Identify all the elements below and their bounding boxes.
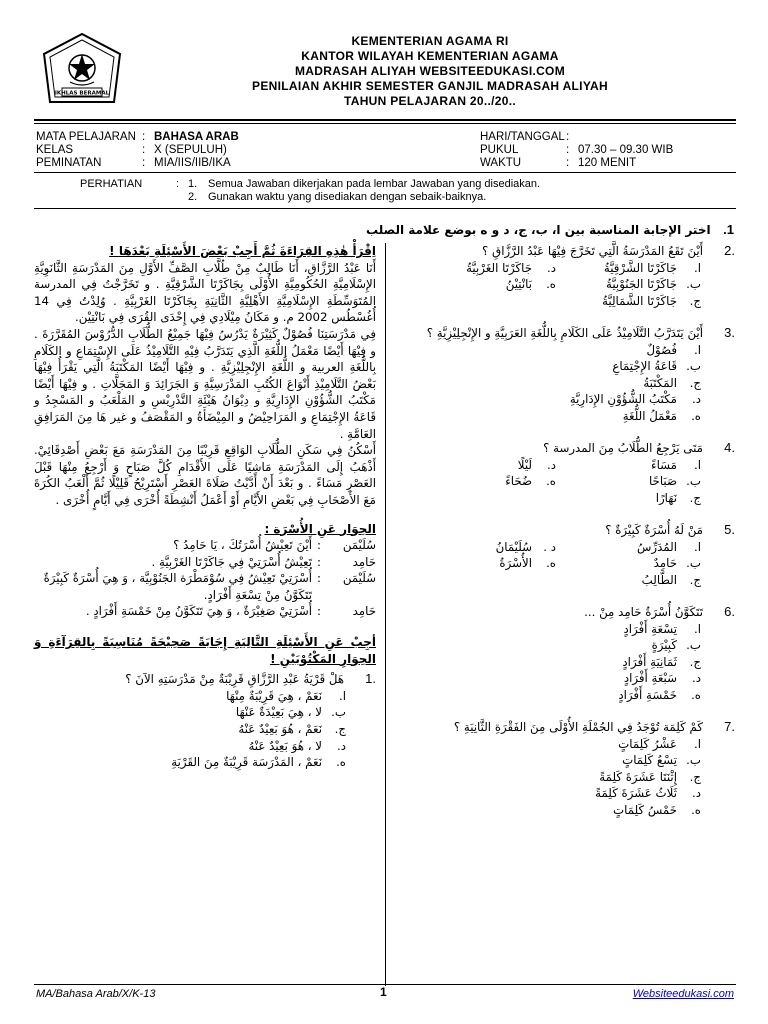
option-text: جَاكَرْتَا الشَّرْقِيَّةُ <box>603 260 677 275</box>
instruction-number: 1. <box>723 222 734 237</box>
option-letter: ا. <box>693 342 701 357</box>
info-label: PUKUL <box>480 144 519 156</box>
option-row <box>395 490 735 507</box>
option-letter: د. <box>691 392 701 406</box>
option-letter: د. <box>546 457 556 472</box>
option[interactable] <box>556 490 701 507</box>
option-row <box>395 276 735 293</box>
option[interactable] <box>411 539 556 556</box>
option[interactable] <box>395 736 735 753</box>
option-text: لَيْلًا <box>517 457 532 472</box>
perhatian-label: PERHATIAN <box>80 178 143 190</box>
dialog-title: الحِوَار عَنِ الأُسْرَة : <box>264 521 376 536</box>
page-number: 1 <box>380 985 387 999</box>
option-text: خَمْسَةِ أَفْرَادٍ <box>618 687 677 702</box>
dialog-speaker: حَامِد <box>352 554 376 569</box>
perhatian-num: 1. <box>188 178 198 190</box>
option-row <box>395 293 735 310</box>
info-value: BAHASA ARAB <box>154 131 239 143</box>
option-text: المَكْتَبَةُ <box>643 375 677 390</box>
option-text: سَبْعَةِ أَفْرَادٍ <box>623 671 677 685</box>
question-number: 4. <box>724 440 735 455</box>
option-letter: ا. <box>693 621 701 636</box>
info-label: MATA PELAJARAN <box>36 131 136 143</box>
option[interactable] <box>395 802 735 819</box>
option-letter: د. <box>546 260 556 275</box>
answer-letter: ب. <box>331 705 346 720</box>
question-3 <box>395 325 735 342</box>
reading-paragraph-1: أَنَا عَبْدُ الرَّزَّاقِ، أَنَا طَالِبٌ مِنْ طُلَّابِ الصَّفِّ الأَوَّلِ مِنَ المَدْرَسَةِ الثَّانَوِيَّةِ الإِسْلَامِيَّةِ الحُكُومِيَّةِ الأُوْلَى بِجَاكَرْتَا الشَّرْقِيَّةِ . و تَخَرَّجْتُ فِي المدرسة المُتَوَسِّطَةِ الإِسْلَامِيَّةِ الأَهْلِيَّةِ الثَّانِيَةِ بِجَاكَرْتَا الغَرْبِيَّةِ . وُلِدْتُ فِي 14 أُغُسْطُس 2002 م. و مَكَانُ مِيْلَادِي فِي إِحْدَى القُرَى فِي بَانْتِيْن. <box>34 260 376 325</box>
letterhead <box>150 34 710 109</box>
info-value: 120 MENIT <box>578 157 637 169</box>
question-number: 3. <box>724 325 735 340</box>
option-letter: ب. <box>686 556 701 570</box>
answer-text: نَعَمْ ، المَدْرَسَة قَرِيْبَةٌ مِنَ القَرْيَةِ <box>171 755 322 770</box>
question-text: مَتَى يَرْجِعُ الطُّلَابُ مِنَ المدرسة ؟ <box>543 441 703 455</box>
option-text: عَشْرُ كَلِمَاتٍ <box>618 736 677 751</box>
option-row <box>395 555 735 572</box>
option-text: قَاعَةُ الإِجْتِمَاعِ <box>612 359 677 373</box>
info-row-subject: MATA PELAJARAN : BAHASA ARAB <box>36 131 239 143</box>
answer-letter: د. <box>336 738 346 753</box>
footer-course-code: MA/Bahasa Arab/X/K-13 <box>36 988 156 1000</box>
option-text: مَعْمَلُ اللُّغَةِ <box>622 408 677 423</box>
option-letter: ا. <box>693 539 701 554</box>
part2-title: أجِبْ عَنِ الأَسْئِلَةِ التَّالِيَةِ إِجَابَةً صَحِيْحَةً مُنَاسِبَةً بِالقِرَآءَةِ وَ الحِوَارِ المَكْتُوْبَيْنِ ! <box>34 635 376 666</box>
question-number: 2. <box>724 243 735 258</box>
logo-text: IKHLAS BERAMAL <box>54 90 110 97</box>
option[interactable] <box>395 342 735 359</box>
option[interactable] <box>411 555 556 572</box>
dialog-speaker: سُلَيْمَن <box>342 571 376 586</box>
question-2 <box>395 243 735 260</box>
option-text: تِسْعُ كَلِمَاتٍ <box>622 753 677 767</box>
option-letter: ه. <box>691 408 701 423</box>
info-label: HARI/TANGGAL <box>480 131 565 143</box>
letterhead-line-1: KEMENTERIAN AGAMA RI <box>351 34 509 48</box>
option-letter: ب. <box>686 638 701 652</box>
letterhead-line-5: TAHUN PELAJARAN 20../20.. <box>344 94 516 108</box>
option-text: مَسَاءً <box>651 457 677 472</box>
option-text: المُدَرِّسُ <box>637 539 677 554</box>
option-letter: ب. <box>686 277 701 291</box>
answer-option[interactable] <box>34 738 376 755</box>
dialog-line: سُلَيْمَن : أُسْرَتِيْ تَعِيْشُ فِي سُوْمَطْرَة الجَنُوْبِيَّة ، وَ هِيَ أُسْرَةٌ كَبِيْرَةٌ تَتَكَوَّنُ مِنْ تِسْعَةِ أَفْرَادٍ. <box>34 570 376 603</box>
info-row-duration: WAKTU : 120 MENIT <box>480 157 637 169</box>
answer-option[interactable] <box>34 704 376 721</box>
option-text: حَامِدٌ <box>653 556 677 570</box>
option-row <box>395 457 735 474</box>
question-text: كَمْ كَلِمَة تُوْجَدُ فِي الجُمْلَةِ الأُوْلَى مِنَ الفَقْرَةِ الثَّانِيَةِ ؟ <box>453 720 703 734</box>
option-row <box>395 260 735 277</box>
info-value: X (SEPULUH) <box>154 144 227 156</box>
dialog-line: حَامِد : تَعِيْشُ أُسْرَتِيْ فِي جَاكَرْتَا الغَرْبِيَّةِ . <box>34 554 376 571</box>
question-number: 7. <box>724 719 735 734</box>
option[interactable] <box>395 654 735 671</box>
header-rule-thin <box>34 123 736 124</box>
option-text: الطَّالِبُ <box>641 572 677 587</box>
perhatian-num: 2. <box>188 191 198 203</box>
letterhead-line-3: MADRASAH ALIYAH WEBSITEEDUKASI.COM <box>295 64 565 78</box>
answer-text: لا ، هِيَ بَعِيْدَةٌ عَنْهَا <box>235 705 322 720</box>
option[interactable] <box>395 375 735 392</box>
info-row-major: PEMINATAN : MIA/IIS/IIB/IKA <box>36 157 231 169</box>
kemenag-logo <box>40 32 124 112</box>
option[interactable] <box>411 457 556 474</box>
dialog-text: أُسْرَتِيْ تَعِيْشُ فِي سُوْمَطْرَة الجَنُوْبِيَّة ، وَ هِيَ أُسْرَةٌ كَبِيْرَةٌ تَتَكَوَّنُ مِنْ تِسْعَةِ أَفْرَادٍ. <box>43 571 312 602</box>
option-letter: د. <box>691 786 701 800</box>
option[interactable] <box>556 473 701 490</box>
question-text: تَتَكَوَّنُ أُسْرَةُ حَامِد مِنْ ... <box>584 605 703 619</box>
option[interactable] <box>395 687 735 704</box>
answer-option[interactable] <box>34 721 376 738</box>
reading-column <box>34 243 376 771</box>
option[interactable] <box>395 769 735 786</box>
option-letter: ه. <box>546 474 556 488</box>
option-letter: ج. <box>689 654 701 669</box>
column-divider <box>385 243 386 986</box>
dialog-text: أُسْرَتِيْ صَغِيْرَةٌ ، وَ هِيَ تَتَكَوَّنُ مِنْ خَمْسَةِ أَفْرَادٍ . <box>85 604 312 619</box>
question-text: أَيْنَ يَتَدَرَّبُ التَّلَامِيْذُ عَلَى الكَلَامِ بِاللُّغَةِ العَرَبِيَّةِ و الإِنْجِلِيْزِيَّةِ ؟ <box>426 326 703 340</box>
info-label: WAKTU <box>480 157 522 169</box>
dialog-line: حَامِد : أُسْرَتِيْ صَغِيْرَةٌ ، وَ هِيَ تَتَكَوَّنُ مِنْ خَمْسَةِ أَفْرَادٍ . <box>34 603 376 620</box>
info-rule <box>34 172 736 173</box>
option-text: ثَلَاثُ عَشَرَةَ كَلِمَةً <box>595 786 677 800</box>
option-letter: ج. <box>689 769 701 784</box>
option-letter: ب. <box>686 753 701 767</box>
question-number: 5. <box>724 522 735 537</box>
option-letter: ه. <box>546 556 556 570</box>
option[interactable] <box>556 293 701 310</box>
option[interactable] <box>556 260 701 277</box>
reading-title: اِقْرَأْ هٰذِهِ القِرَاءَةَ ثُمَّ أَجِبْ بَعْضَ الأَسْئِلَةِ بَعْدَهَا ! <box>109 244 376 258</box>
question-number: 1. <box>365 671 376 687</box>
perhatian-item-1: Semua Jawaban dikerjakan pada lembar Jawaban yang disediakan. <box>208 178 541 190</box>
info-value: 07.30 – 09.30 WIB <box>578 144 674 156</box>
answer-letter: ه. <box>336 755 346 770</box>
option[interactable] <box>556 555 701 572</box>
option[interactable] <box>556 276 701 293</box>
perhatian-item-2: Gunakan waktu yang disediakan dengan sebaik-baiknya. <box>208 191 487 203</box>
question-text: مَنْ لَهُ أُسْرَةٌ كَبِيْرَةٌ ؟ <box>605 523 703 537</box>
option-letter: ج. <box>689 490 701 505</box>
answer-option[interactable] <box>34 688 376 705</box>
question-6 <box>395 604 735 621</box>
option-row <box>395 572 735 589</box>
option[interactable] <box>411 260 556 277</box>
option-text: فُصُوْلٌ <box>646 342 677 357</box>
option-letter: ب. <box>686 359 701 373</box>
option-letter: د . <box>543 539 556 554</box>
question-4 <box>395 440 735 457</box>
option[interactable] <box>411 276 556 293</box>
option-text: كَبِيْرَةٍ <box>651 638 677 652</box>
answer-option[interactable] <box>34 754 376 771</box>
option-letter: ا. <box>693 736 701 751</box>
option-letter: ا. <box>693 260 701 275</box>
dialog-speaker: سُلَيْمَن <box>342 538 376 553</box>
option-text: الأُسْرَةُ <box>499 556 532 570</box>
option-letter: ج. <box>689 375 701 390</box>
option[interactable] <box>395 637 735 654</box>
option[interactable] <box>395 358 735 375</box>
option-text: ثَمَانِيَةِ أَفْرَادٍ <box>622 654 677 669</box>
answer-text: نَعَمْ ، هُوَ بَعِيْدٌ عَنْهُ <box>238 722 322 737</box>
answer-letter: ا. <box>338 688 346 703</box>
info-row-date: HARI/TANGGAL : <box>480 131 570 143</box>
instruction-text: اختر الإجابة المناسبة بين ا، ب، ج، د و ه بوضع علامة الصلب <box>366 223 711 237</box>
option-text: نَهَارًا <box>655 490 677 505</box>
option-letter: ب. <box>686 474 701 488</box>
option-text: جَاكَرْتَا الجَنُوْبِيَّةُ <box>606 277 677 291</box>
option-letter: د. <box>691 671 701 685</box>
option-text: ضُحَاءً <box>505 474 532 488</box>
question-5 <box>395 522 735 539</box>
option[interactable] <box>556 457 701 474</box>
info-label: PEMINATAN <box>36 157 102 169</box>
answer-text: لا ، هُوَ بَعِيْدٌ عَنْهُ <box>248 738 322 753</box>
option-text: جَاكَرْتَا الشَّمَالِيَّةُ <box>602 293 677 308</box>
option[interactable] <box>556 539 701 556</box>
perhatian-block: PERHATIAN : 1. Semua Jawaban dikerjakan pada lembar Jawaban yang disediakan. 2. Gunakan waktu yang disediakan dengan sebaik-baiknya. <box>80 178 541 203</box>
option[interactable] <box>395 785 735 802</box>
dialog-speaker: حَامِد <box>352 604 376 619</box>
option-letter: ه. <box>691 802 701 817</box>
header-rule-thick <box>34 119 736 121</box>
option-text: تِسْعَةِ أَفْرَادٍ <box>623 621 677 636</box>
dialog-line: سُلَيْمَن : أَيْنَ تَعِيْشُ أُسْرَتُكَ ، يَا حَامِدُ ؟ <box>34 537 376 554</box>
exam-info-left <box>36 131 239 170</box>
question-7 <box>395 719 735 736</box>
option-text: إِثْنَتَا عَشَرَةَ كَلِمَةً <box>599 769 677 784</box>
reading-paragraph-2: فِي مَدْرَسَتِنَا فُصُوْلٌ كَثِيْرَةٌ يَدْرُسُ فِيْهَا جَمِيْعُ الطُّلَابِ الدُّرُوْسَ المُقَرَّرَةَ . و فِيْهَا أَيْضًا مَعْمَلُ اللُّغَةِ الَّذِي يَتَدَرَّبُ فِيْهِ التَّلَامِيْذُ عَلَى الإِسْتِمَاعِ و الكَلَامِ بِاللُّغَةِ العربية و اللُّغَةِ الإِنْجِلِيْزِيَّةِ . و فِيْهَا أَيْضًا المَكْتَبَةُ الَّتِي يَقْرَأُ فِيْهَا بَعْضُ التَّلَامِيْذِ أَنْوَاعَ الكُتُبِ المَدْرَسِيَّةِ وَ الجَرَائِدَ وَ المَجَلَّاتِ . و فِيْهَا أَيْضًا مَكْتَبُ الشُّؤُوْنِ الإِدَارِيَّةِ و دِيْوَانُ هَيْئَةِ التَّدْرِيْسِ و المَلْعَبُ و المَسْجِدُ و قَاعَةُ الإِجْتِمَاعِ و المَرَاحِيْضُ و المِيْضَأَةُ و المَقْصَفُ و غير هَا مِنَ المَرَافِقِ العَامَّةِ . <box>34 326 376 441</box>
exam-info-right <box>480 131 673 170</box>
option-text: بَانْتِيْنُ <box>505 277 532 291</box>
dialog-text: أَيْنَ تَعِيْشُ أُسْرَتُكَ ، يَا حَامِدُ ؟ <box>173 538 312 553</box>
option[interactable] <box>395 391 735 408</box>
footer-website-link[interactable]: Websiteedukasi.com <box>632 988 734 1000</box>
option[interactable] <box>395 752 735 769</box>
dialog-text: تَعِيْشُ أُسْرَتِيْ فِي جَاكَرْتَا الغَرْبِيَّةِ . <box>151 554 312 569</box>
option[interactable] <box>395 670 735 687</box>
option-text: خَمْسُ كَلِمَاتٍ <box>613 802 677 817</box>
option[interactable] <box>395 408 735 425</box>
option-letter: ه. <box>546 277 556 291</box>
option-row <box>395 473 735 490</box>
option-letter: ه. <box>691 687 701 702</box>
answer-letter: ج. <box>334 722 346 737</box>
info-value: MIA/IIS/IIB/IKA <box>154 157 231 169</box>
letterhead-line-2: KANTOR WILAYAH KEMENTERIAN AGAMA <box>301 49 559 63</box>
section-instruction <box>300 222 734 237</box>
question-number: 6. <box>724 604 735 619</box>
question-text: هَلْ قَرْيَةُ عَبْدِ الرَّزَّاقِ قَرِيْبَةٌ مِنْ مَدْرَسَتِهِ الآنَ ؟ <box>125 672 344 687</box>
option-text: سُلَيْمَانُ <box>495 539 532 554</box>
option-text: صَبَاحًا <box>648 474 677 488</box>
info-row-time: PUKUL : 07.30 – 09.30 WIB <box>480 144 674 156</box>
info-label: KELAS <box>36 144 74 156</box>
questions-column <box>395 243 735 818</box>
question-text: أَيْنَ تَقَعُ المَدْرَسَةُ الَّتِي تَخَرَّجَ فِيْهَا عَبْدُ الرَّزَّاقِ ؟ <box>482 244 703 258</box>
info-row-class: KELAS : X (SEPULUH) <box>36 144 227 156</box>
option-text: مَكْتَبُ الشُّؤُوْنِ الإِدَارِيَّةِ <box>569 392 677 406</box>
option-row <box>395 539 735 556</box>
option-letter: ج. <box>689 572 701 587</box>
option[interactable] <box>411 473 556 490</box>
part2-question-1 <box>34 671 376 688</box>
perhatian-rule <box>34 208 736 209</box>
option[interactable] <box>556 572 701 589</box>
option-letter: ا. <box>693 457 701 472</box>
reading-paragraph-3: أَسْكُنُ فِي سَكَنِ الطُّلَابِ الوَاقِعِ قَرِيْبًا مِنَ المَدْرَسَةِ مَعَ بَعْضِ أَصْدِقَائِيْ. أَذْهَبُ إِلَى المَدْرَسَةِ مَاشِيًا عَلَى الأَقْدَامِ كُلَّ صَبَاحٍ وَ أَرْجِعُ مِنْهَا قَبْلَ العَصْرِ مَسَاءً . و بَعْدَ أَنْ أَدَّيْتُ صَلَاةَ العَصْرِ أَسْتَرِيْحُ قَلِيْلًا ثُمَّ أَلْعَبُ الكُرَةَ مَعَ الأَصْحَابِ فِي بَعْضِ الأَيَّامِ أَوْ أَعْمَلُ أَنْشِطَةً أُخْرَى فِي أَيَّامٍ أُخْرَى . <box>34 443 376 507</box>
letterhead-line-4: PENILAIAN AKHIR SEMESTER GANJIL MADRASAH ALIYAH <box>252 79 608 93</box>
option-letter: ج. <box>689 293 701 308</box>
answer-text: نَعَمْ ، هِيَ قَرِيْبَةٌ مِنْهَا <box>226 688 322 703</box>
option[interactable] <box>395 621 735 638</box>
option-text: جَاكَرْتَا الغَرْبِيَّةُ <box>466 260 532 275</box>
